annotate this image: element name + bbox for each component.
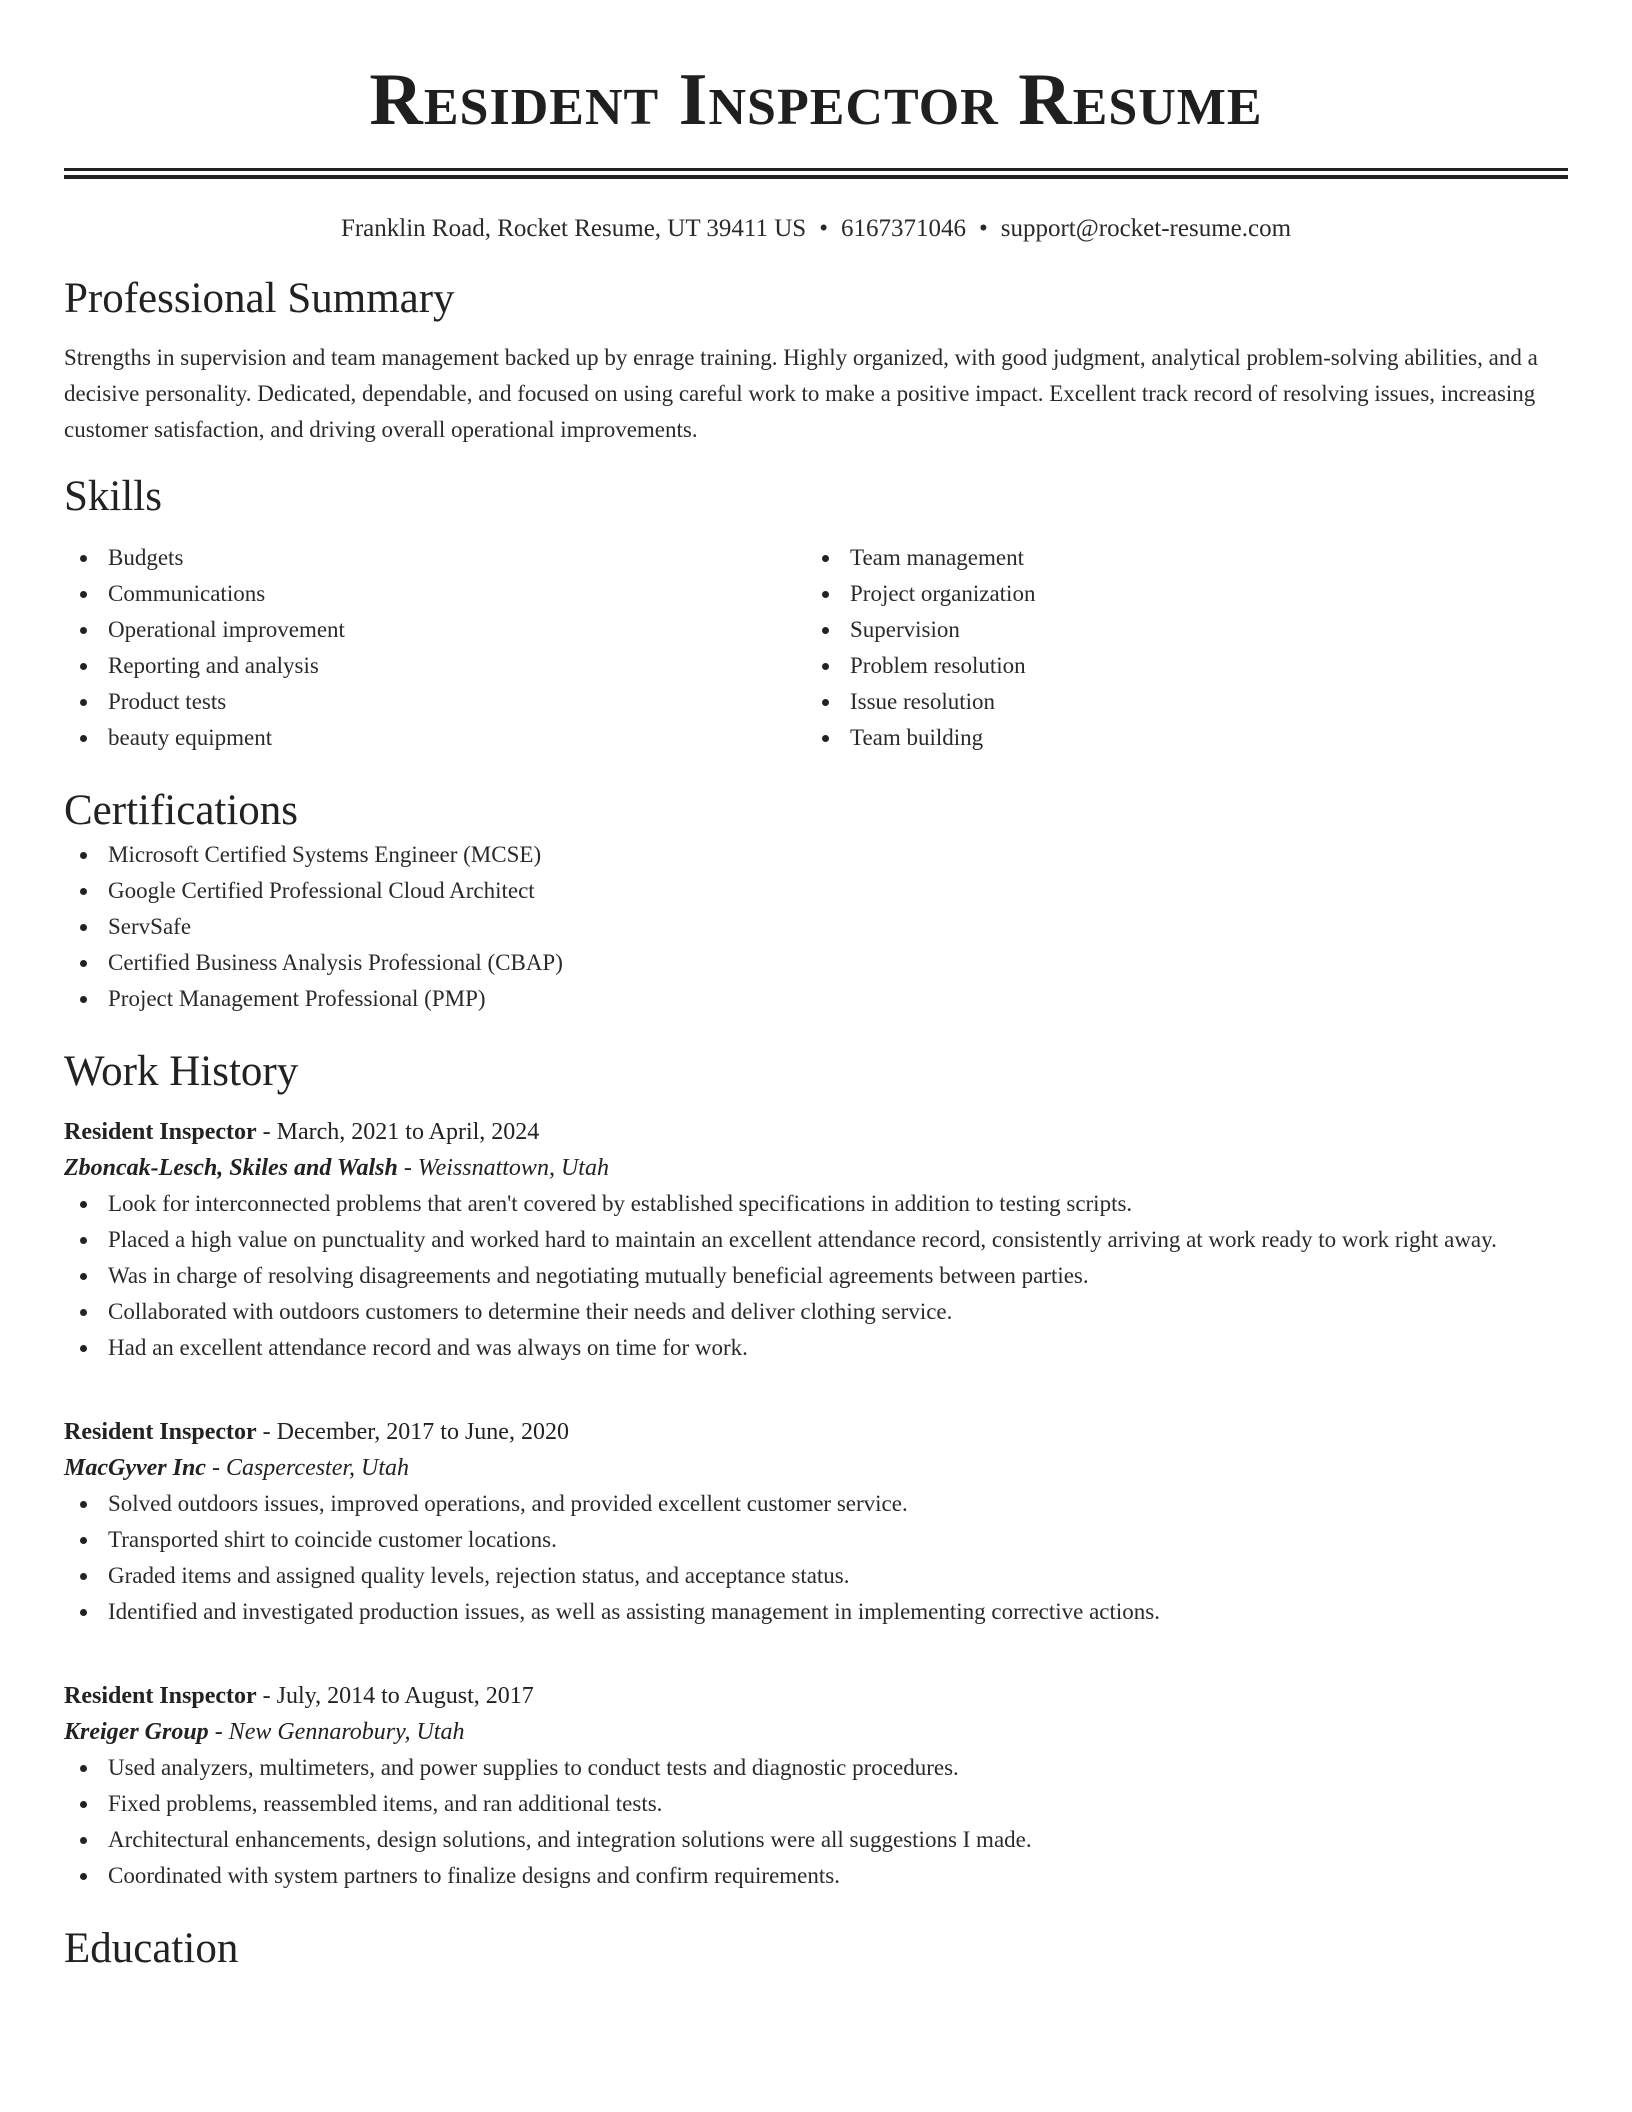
bullet-icon [80,591,87,598]
job-duty-item: Architectural enhancements, design solutions, and integration solutions were all suggestions I made. [64,1822,1568,1858]
skill-item: Product tests [64,684,806,720]
title-double-rule [64,168,1568,179]
contact-separator: • [978,215,988,242]
bullet-icon [80,735,87,742]
job-title-line [64,1678,1568,1714]
job-company-line [64,1150,1568,1186]
bullet-icon [822,699,829,706]
summary-heading: Professional Summary [64,275,455,322]
bullet-icon [80,1801,87,1808]
bullet-icon [80,1873,87,1880]
job-title: Resident Inspector [64,1119,257,1145]
contact-email[interactable]: support@rocket-resume.com [1000,215,1292,242]
bullet-icon [80,996,87,1003]
certifications-list [64,837,1568,1017]
bullet-icon [80,888,87,895]
job-dates: - July, 2014 to August, 2017 [256,1683,534,1709]
job-title: Resident Inspector [64,1419,257,1445]
job-entry [64,1678,1568,1894]
bullet-icon [822,627,829,634]
summary-text: Strengths in supervision and team management backed up by enrage training. Highly organized, with good judgment, analytical problem-solving abilities, and a decisive personality. Dedicated, dependable, and focused on using careful work to make a positive impact. Excellent track record of resolving issues, increasing customer satisfaction, and driving overall operational improvements. [64,345,1538,442]
job-duty-item: Placed a high value on punctuality and worked hard to maintain an excellent attendance record, consistently arriving at work ready to work right away. [64,1222,1568,1258]
skills-column-right [806,540,1548,756]
bullet-icon [822,591,829,598]
skills-heading: Skills [64,473,162,520]
bullet-icon [80,1201,87,1208]
certification-item: Microsoft Certified Systems Engineer (MCSE) [64,837,1568,873]
job-company: Zboncak-Lesch, Skiles and Walsh [64,1155,398,1181]
certification-item: Project Management Professional (PMP) [64,981,1568,1017]
bullet-icon [80,627,87,634]
job-duty-item: Identified and investigated production issues, as well as assisting management in implementing corrective actions. [64,1594,1568,1630]
job-duty-item: Fixed problems, reassembled items, and ran additional tests. [64,1786,1568,1822]
bullet-icon [80,555,87,562]
skills-list-right [806,540,1548,756]
contact-line [64,212,1568,246]
bullet-icon [80,960,87,967]
bullet-icon [80,1501,87,1508]
job-company-line [64,1714,1568,1750]
bullet-icon [80,1345,87,1352]
bullet-icon [80,1609,87,1616]
bullet-icon [822,555,829,562]
contact-phone: 6167371046 [840,215,966,242]
job-dates: - December, 2017 to June, 2020 [256,1419,569,1445]
bullet-icon [80,1537,87,1544]
skill-item: Team building [806,720,1548,756]
job-duties-list [64,1186,1568,1366]
bullet-icon [80,1573,87,1580]
bullet-icon [80,1237,87,1244]
job-company: MacGyver Inc [64,1455,206,1481]
job-location: - New Gennarobury, Utah [208,1719,465,1745]
job-location: - Caspercester, Utah [205,1455,410,1481]
job-duties-list [64,1750,1568,1894]
job-entry [64,1114,1568,1366]
bullet-icon [80,1765,87,1772]
skills-grid [64,540,1568,756]
bullet-icon [80,1273,87,1280]
bullet-icon [80,1837,87,1844]
skill-item: beauty equipment [64,720,806,756]
certification-item: Google Certified Professional Cloud Architect [64,873,1568,909]
education-heading: Education [64,1925,239,1972]
job-duty-item: Look for interconnected problems that aren't covered by established specifications in addition to testing scripts. [64,1186,1568,1222]
job-duty-item: Was in charge of resolving disagreements and negotiating mutually beneficial agreements between parties. [64,1258,1568,1294]
bullet-icon [80,663,87,670]
resume-title: Resident Inspector Resume [369,59,1263,141]
job-duty-item: Used analyzers, multimeters, and power supplies to conduct tests and diagnostic procedures. [64,1750,1568,1786]
bullet-icon [80,699,87,706]
skill-item: Operational improvement [64,612,806,648]
bullet-icon [822,735,829,742]
job-company-line [64,1450,1568,1486]
skill-item: Reporting and analysis [64,648,806,684]
job-duty-item: Had an excellent attendance record and was always on time for work. [64,1330,1568,1366]
job-duty-item: Solved outdoors issues, improved operations, and provided excellent customer service. [64,1486,1568,1522]
contact-address: Franklin Road, Rocket Resume, UT 39411 US [340,215,807,242]
certification-item: Certified Business Analysis Professional (CBAP) [64,945,1568,981]
certifications-heading: Certifications [64,787,299,834]
job-location: - Weissnattown, Utah [397,1155,609,1181]
skills-column-left [64,540,806,756]
bullet-icon [822,663,829,670]
skill-item: Team management [806,540,1548,576]
skill-item: Communications [64,576,806,612]
job-title-line [64,1114,1568,1150]
skill-item: Issue resolution [806,684,1548,720]
job-title-line [64,1414,1568,1450]
skills-list-left [64,540,806,756]
job-dates: - March, 2021 to April, 2024 [256,1119,540,1145]
contact-separator: • [819,215,828,242]
skill-item: Problem resolution [806,648,1548,684]
job-duty-item: Transported shirt to coincide customer locations. [64,1522,1568,1558]
skill-item: Project organization [806,576,1548,612]
job-title: Resident Inspector [64,1683,257,1709]
skill-item: Budgets [64,540,806,576]
job-company: Kreiger Group [64,1719,209,1745]
job-entry [64,1414,1568,1630]
bullet-icon [80,1309,87,1316]
job-duty-item: Coordinated with system partners to finalize designs and confirm requirements. [64,1858,1568,1894]
skill-item: Supervision [806,612,1548,648]
bullet-icon [80,852,87,859]
job-duty-item: Graded items and assigned quality levels, rejection status, and acceptance status. [64,1558,1568,1594]
certification-item: ServSafe [64,909,1568,945]
job-duty-item: Collaborated with outdoors customers to determine their needs and deliver clothing service. [64,1294,1568,1330]
bullet-icon [80,924,87,931]
work-history-heading: Work History [64,1048,299,1095]
job-duties-list [64,1486,1568,1630]
